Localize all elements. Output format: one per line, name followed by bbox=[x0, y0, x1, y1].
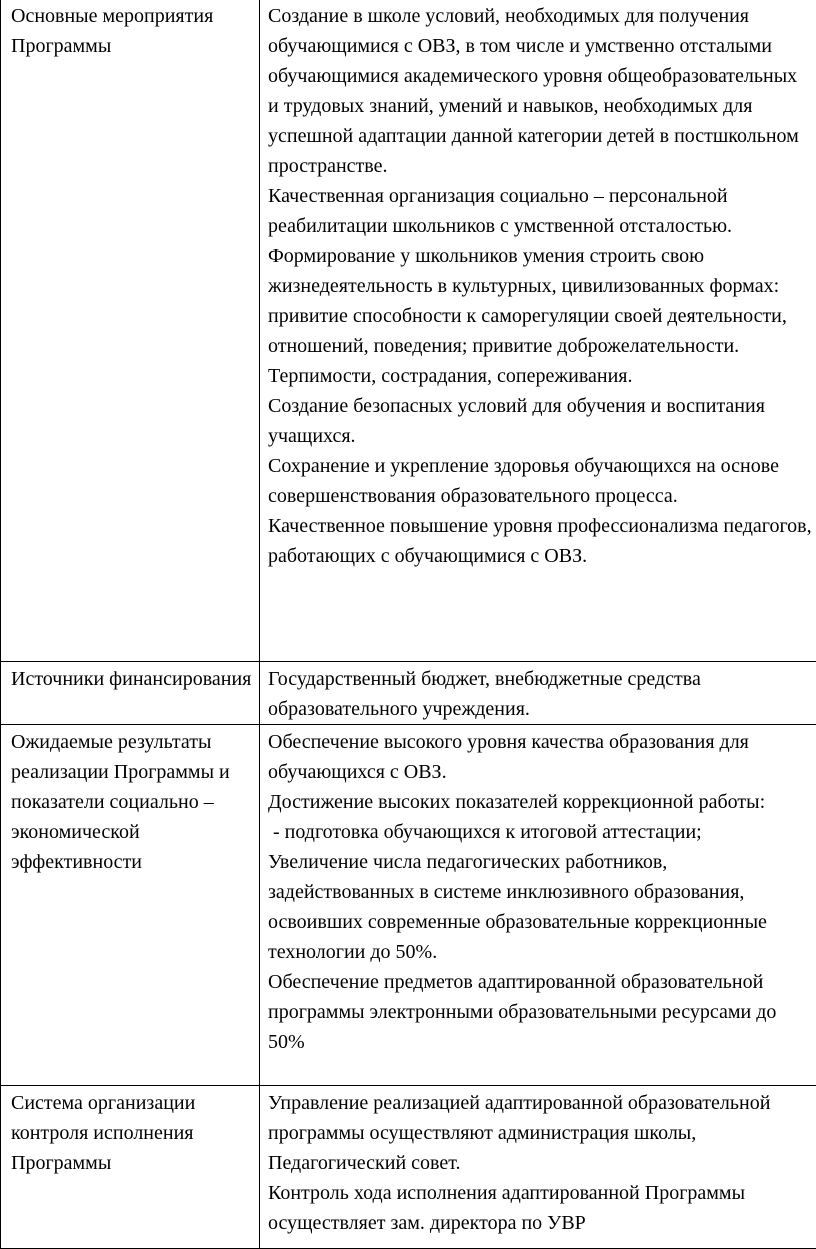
paragraph: Достижение высоких показателей коррекционной работы: bbox=[268, 787, 812, 817]
paragraph: Контроль хода исполнения адаптированной Программы осуществляет зам. директора по УВР bbox=[268, 1178, 812, 1238]
table-row-funding-sources bbox=[1, 662, 816, 725]
table-row-main-activities bbox=[1, 0, 816, 662]
row-label: Ожидаемые результаты реализации Программы и показатели социально – экономической эффективности bbox=[1, 725, 260, 1086]
paragraph: Управление реализацией адаптированной образовательной программы осуществляют администрация школы, Педагогический совет. bbox=[268, 1088, 812, 1178]
paragraph: Создание безопасных условий для обучения и воспитания учащихся. bbox=[268, 391, 812, 451]
paragraph: Обеспечение предметов адаптированной образовательной программы электронными образовательными ресурсами до 50% bbox=[268, 967, 812, 1057]
table-row-expected-results bbox=[1, 725, 816, 1086]
row-content bbox=[260, 725, 816, 1086]
row-content bbox=[260, 0, 816, 662]
row-label: Система организации контроля исполнения Программы bbox=[1, 1086, 260, 1249]
row-label: Основные мероприятия Программы bbox=[1, 0, 260, 662]
paragraph: Государственный бюджет, внебюджетные средства образовательного учреждения. bbox=[268, 664, 812, 724]
row-label: Источники финансирования bbox=[1, 662, 260, 725]
paragraph: Качественное повышение уровня профессионализма педагогов, работающих с обучающимися с ОВЗ. bbox=[268, 511, 812, 571]
paragraph: Сохранение и укрепление здоровья обучающихся на основе совершенствования образовательного процесса. bbox=[268, 451, 812, 511]
paragraph: Создание в школе условий, необходимых для получения обучающимися с ОВЗ, в том числе и умственно отсталыми обучающимися академического уровня общеобразовательных и трудовых знаний, умений и навыков, необходимых для успешной адаптации данной категории детей в постшкольном пространстве. bbox=[268, 1, 812, 181]
paragraph: Увеличение числа педагогических работников, задействованных в системе инклюзивного образования, освоивших современные образовательные коррекционные технологии до 50%. bbox=[268, 847, 812, 967]
row-content bbox=[260, 662, 816, 725]
table-row-control-system bbox=[1, 1086, 816, 1249]
paragraph: - подготовка обучающихся к итоговой аттестации; bbox=[268, 817, 812, 847]
paragraph: Формирование у школьников умения строить свою жизнедеятельность в культурных, цивилизованных формах: привитие способности к саморегуляции своей деятельности, отношений, поведения; привитие доброжелательности. Терпимости, сострадания, сопереживания. bbox=[268, 241, 812, 391]
row-content bbox=[260, 1086, 816, 1249]
paragraph: Качественная организация социально – персональной реабилитации школьников с умственной отсталостью. bbox=[268, 181, 812, 241]
paragraph: Обеспечение высокого уровня качества образования для обучающихся с ОВЗ. bbox=[268, 727, 812, 787]
